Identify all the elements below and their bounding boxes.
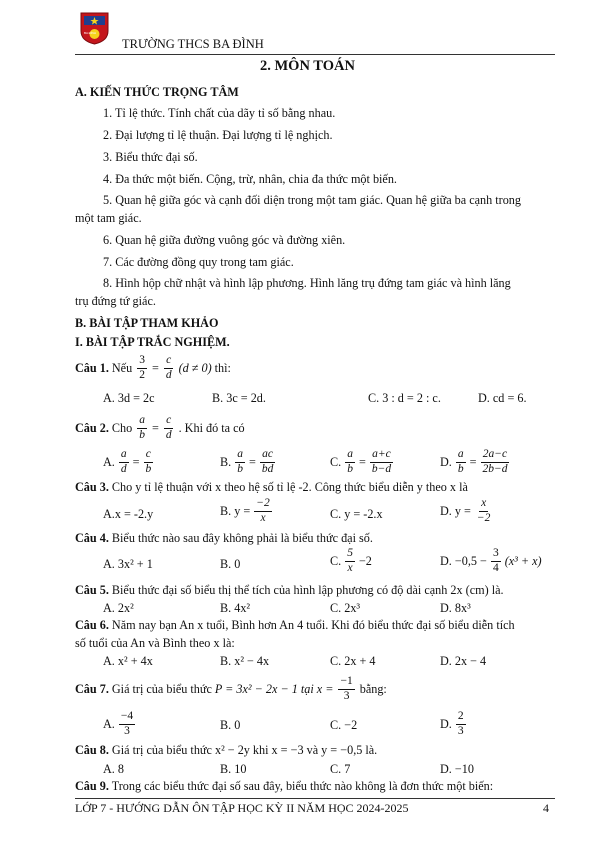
question-text: Nếu bbox=[111, 360, 133, 375]
question-4 bbox=[75, 531, 373, 546]
question-label: Câu 5. bbox=[75, 583, 109, 597]
option-d: D. cd = 6. bbox=[478, 391, 527, 405]
footer-rule bbox=[75, 798, 555, 799]
list-item: trụ đứng tứ giác. bbox=[75, 294, 156, 308]
question-3 bbox=[75, 480, 468, 495]
question-text: Giá trị của biểu thức bbox=[111, 681, 212, 696]
question-label: Câu 2. bbox=[75, 420, 109, 435]
equals-sign: = bbox=[151, 420, 159, 435]
question-6 bbox=[75, 618, 515, 633]
expression: P = 3x² − 2x − 1 tại x = bbox=[214, 681, 334, 696]
question-2 bbox=[75, 415, 245, 441]
header-rule bbox=[75, 54, 555, 55]
option-d: D. $\frac{2}{3}$ bbox=[440, 710, 464, 737]
question-8 bbox=[75, 743, 377, 758]
option-c: C. 7 bbox=[330, 762, 351, 776]
question-label: Câu 7. bbox=[75, 681, 109, 696]
option-a: A. 3x² + 1 bbox=[103, 557, 153, 571]
question-label: Câu 4. bbox=[75, 531, 109, 545]
list-item: một tam giác. bbox=[75, 211, 142, 225]
question-label: Câu 9. bbox=[75, 779, 109, 793]
footer-text: LỚP 7 - HƯỚNG DẪN ÔN TẬP HỌC KỲ II NĂM HỌC 2024-2025 bbox=[75, 801, 409, 815]
question-7 bbox=[75, 676, 387, 702]
fraction: $\frac{3}{2}$ bbox=[139, 354, 145, 381]
question-text: Giá trị của biểu thức x² − 2y khi x = −3 và y = −0,5 là. bbox=[111, 743, 378, 757]
option-d: D. y = $\frac{x}{-2}$ bbox=[440, 497, 491, 524]
list-item: 5. Quan hệ giữa góc và cạnh đối diện trong một tam giác. Quan hệ giữa ba cạnh trong bbox=[103, 193, 521, 207]
option-b: B. y = $\frac{-2}{x}$ bbox=[220, 497, 270, 524]
equals-sign: = bbox=[151, 360, 159, 375]
question-9 bbox=[75, 779, 493, 794]
option-d: D. −10 bbox=[440, 762, 474, 776]
option-a: A. $\frac{a}{d}$ = $\frac{c}{b}$ bbox=[103, 448, 152, 475]
question-text: bằng: bbox=[359, 681, 387, 696]
question-label: Câu 3. bbox=[75, 480, 109, 494]
question-label: Câu 6. bbox=[75, 618, 109, 632]
question-text: Năm nay bạn An x tuổi, Bình hơn An 4 tuổi. Khi đó biểu thức đại số biểu diễn tích bbox=[111, 618, 515, 632]
option-c: C. 3 : d = 2 : c. bbox=[368, 391, 441, 405]
section-a-heading: A. KIẾN THỨC TRỌNG TÂM bbox=[75, 85, 239, 99]
option-d: D. $\frac{a}{b}$ = $\frac{2a-c}{2b-d}$ bbox=[440, 448, 508, 475]
option-a: A. x² + 4x bbox=[103, 654, 153, 668]
list-item: 4. Đa thức một biến. Cộng, trừ, nhân, chia đa thức một biến. bbox=[103, 172, 397, 186]
fraction: $\frac{a}{b}$ bbox=[139, 414, 145, 441]
option-b: B. 0 bbox=[220, 718, 241, 732]
option-b: B. 3c = 2d. bbox=[212, 391, 266, 405]
list-item: 2. Đại lượng tỉ lệ thuận. Đại lượng tỉ lệ nghịch. bbox=[103, 128, 333, 142]
option-a: A. 2x² bbox=[103, 601, 134, 615]
condition: (d ≠ 0) bbox=[178, 360, 212, 375]
question-1 bbox=[75, 355, 231, 381]
question-label: Câu 1. bbox=[75, 360, 109, 375]
question-text: số tuổi của An và Bình theo x là: bbox=[75, 636, 235, 650]
option-a: A.x = -2.y bbox=[103, 507, 154, 521]
section-b-heading: B. BÀI TẬP THAM KHẢO bbox=[75, 316, 219, 330]
option-b: B. 4x² bbox=[220, 601, 251, 615]
option-b: B. 0 bbox=[220, 557, 241, 571]
option-c: C. 2x³ bbox=[330, 601, 361, 615]
question-text: thì: bbox=[214, 360, 231, 375]
option-c: C. $\frac{a}{b}$ = $\frac{a+c}{b-d}$ bbox=[330, 448, 392, 475]
list-item: 1. Tỉ lệ thức. Tính chất của dãy tỉ số bằng nhau. bbox=[103, 106, 336, 120]
question-text: Cho bbox=[111, 420, 133, 435]
question-text: . Khi đó ta có bbox=[178, 420, 245, 435]
option-c: C. −2 bbox=[330, 718, 358, 732]
list-item: 7. Các đường đồng quy trong tam giác. bbox=[103, 255, 294, 269]
school-name: TRƯỜNG THCS BA ĐÌNH bbox=[122, 37, 264, 51]
logo-caption: BA ĐÌNH bbox=[84, 31, 97, 35]
option-b: B. 10 bbox=[220, 762, 247, 776]
question-5 bbox=[75, 583, 504, 598]
list-item: 6. Quan hệ giữa đường vuông góc và đường xiên. bbox=[103, 233, 346, 247]
fraction: $\frac{-1}{3}$ bbox=[340, 675, 353, 702]
option-d: D. 8x³ bbox=[440, 601, 471, 615]
option-d: D. 2x − 4 bbox=[440, 654, 487, 668]
option-c: C. y = -2.x bbox=[330, 507, 383, 521]
option-b: B. $\frac{a}{b}$ = $\frac{ac}{bd}$ bbox=[220, 448, 274, 475]
question-text: Cho y tỉ lệ thuận với x theo hệ số tỉ lệ -2. Công thức biểu diễn y theo x là bbox=[111, 480, 468, 494]
list-item: 8. Hình hộp chữ nhật và hình lập phương. Hình lăng trụ đứng tam giác và hình lăng bbox=[103, 276, 511, 290]
question-text: Trong các biểu thức đại số sau đây, biểu thức nào không là đơn thức một biến: bbox=[111, 779, 494, 793]
option-b: B. x² − 4x bbox=[220, 654, 270, 668]
list-item: 3. Biểu thức đại số. bbox=[103, 150, 198, 164]
fraction: $\frac{c}{d}$ bbox=[165, 354, 172, 381]
fraction: $\frac{c}{d}$ bbox=[165, 414, 172, 441]
question-text: Biểu thức đại số biểu thị thể tích của hình lập phương có độ dài cạnh 2x (cm) là. bbox=[111, 583, 504, 597]
option-a: A. 8 bbox=[103, 762, 124, 776]
section-b-subheading: I. BÀI TẬP TRẮC NGHIỆM. bbox=[75, 335, 230, 349]
school-logo bbox=[79, 11, 110, 45]
option-a: A. 3d = 2c bbox=[103, 391, 155, 405]
question-label: Câu 8. bbox=[75, 743, 109, 757]
page-number: 4 bbox=[543, 801, 549, 815]
option-a: A. $\frac{-4}{3}$ bbox=[103, 710, 134, 737]
question-text: Biểu thức nào sau đây không phải là biểu thức đại số. bbox=[111, 531, 373, 545]
option-c: C. $\frac{5}{x}$ −2 bbox=[330, 547, 372, 574]
shield-logo-icon bbox=[79, 11, 110, 45]
option-d: D. −0,5 − $\frac{3}{4}$ (x³ + x) bbox=[440, 547, 542, 574]
option-c: C. 2x + 4 bbox=[330, 654, 376, 668]
page-title: 2. MÔN TOÁN bbox=[260, 58, 355, 74]
